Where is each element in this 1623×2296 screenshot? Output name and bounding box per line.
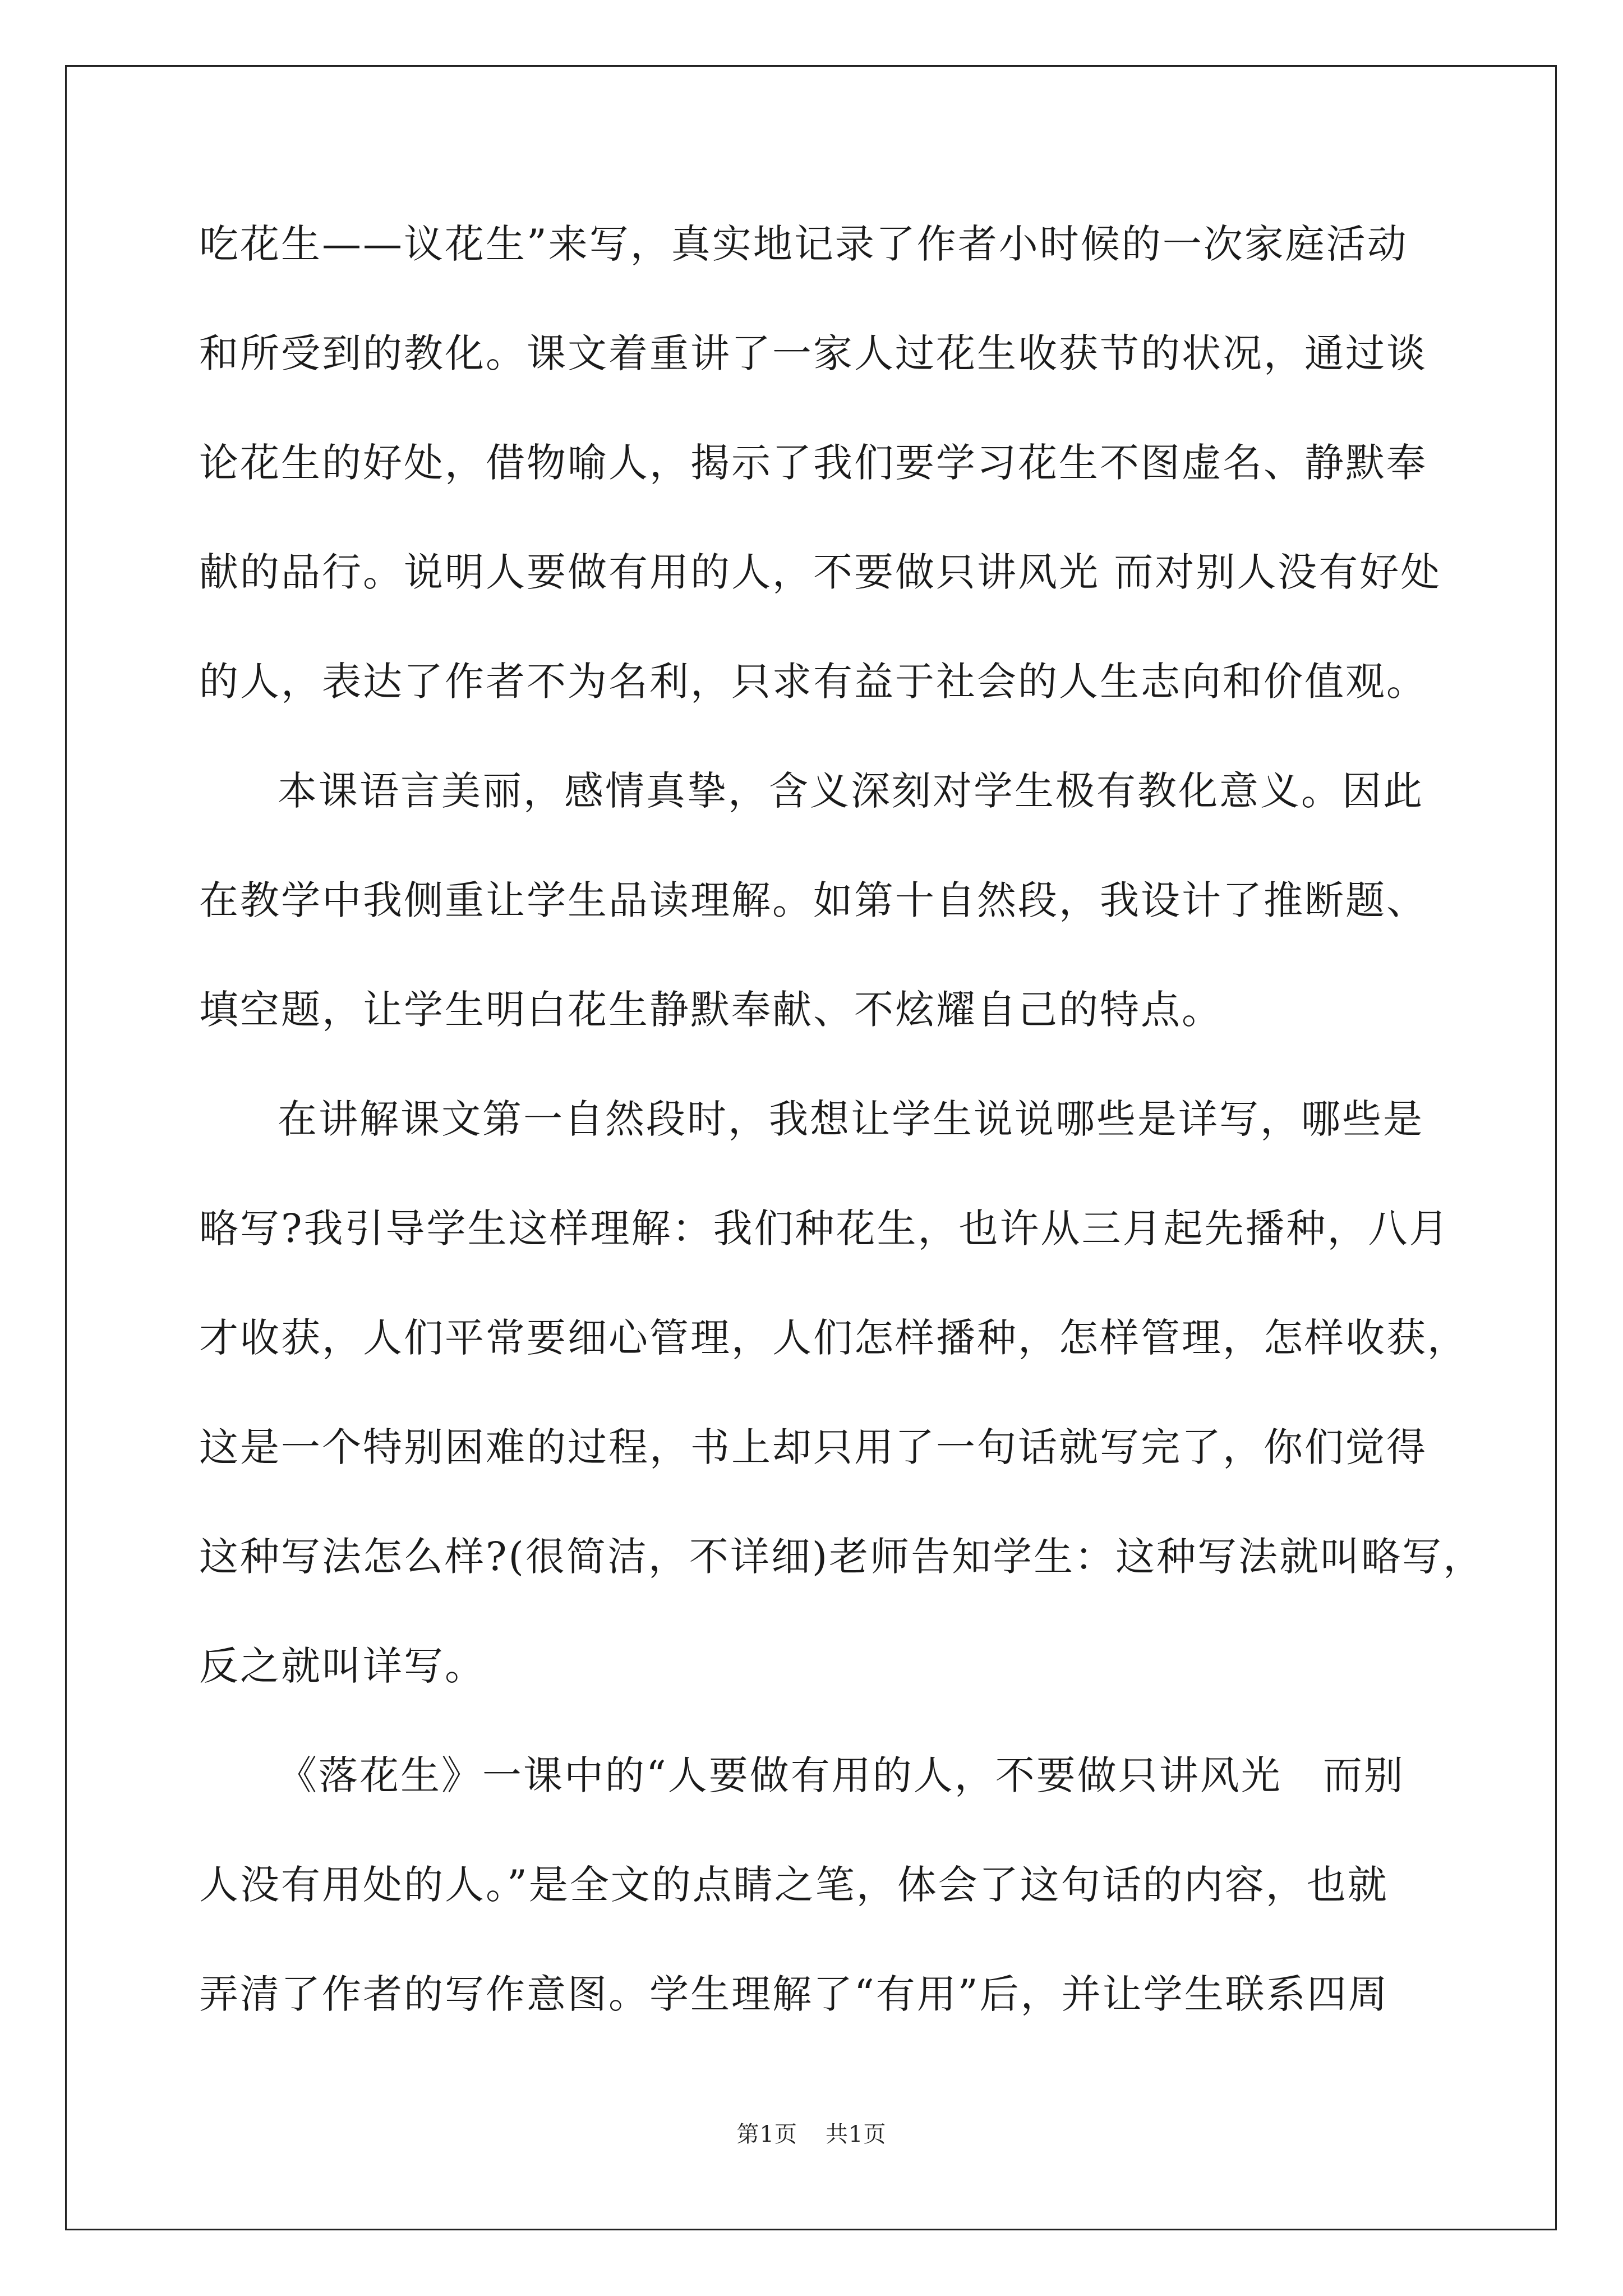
page-number: 第1页 (736, 2122, 797, 2147)
text-line: 这是一个特别困难的过程，书上却只用了一句话就写完了，你们觉得 (199, 1424, 1427, 1470)
page-total: 共1页 (826, 2122, 887, 2147)
text-line: 才收获，人们平常要细心管理，人们怎样播种，怎样管理，怎样收获， (199, 1315, 1468, 1361)
text-line: 论花生的好处，借物喻人，揭示了我们要学习花生不图虚名、静默奉 (199, 440, 1427, 486)
paragraph-start-line: 本课语言美丽，感情真挚，含义深刻对学生极有教化意义。因此 (278, 768, 1424, 814)
text-line: 弄清了作者的写作意图。学生理解了“有用”后，并让学生联系四周 (199, 1971, 1389, 2017)
text-line: 填空题，让学生明白花生静默奉献、不炫耀自己的特点。 (199, 987, 1223, 1033)
text-line: 在教学中我侧重让学生品读理解。如第十自然段，我设计了推断题、 (199, 877, 1427, 923)
text-line: 人没有用处的人。”是全文的点睛之笔，体会了这句话的内容，也就 (199, 1862, 1389, 1908)
text-line: 和所受到的教化。课文着重讲了一家人过花生收获节的状况，通过谈 (199, 330, 1427, 376)
text-line: 这种写法怎么样?(很简洁，不详细)老师告知学生：这种写法就叫略写， (199, 1534, 1484, 1580)
text-line: 略写?我引导学生这样理解：我们种花生，也许从三月起先播种，八月 (199, 1205, 1450, 1251)
text-line: 吃花生——议花生”来写，真实地记录了作者小时候的一次家庭活动 (199, 221, 1408, 267)
text-line: 的人，表达了作者不为名利，只求有益于社会的人生志向和价值观。 (199, 659, 1427, 705)
paragraph-start-line: 《落花生》一课中的“人要做有用的人，不要做只讲风光 而别 (278, 1752, 1405, 1798)
page-footer (0, 2120, 1623, 2148)
paragraph-start-line: 在讲解课文第一自然段时，我想让学生说说哪些是详写，哪些是 (278, 1096, 1424, 1142)
text-line: 献的品行。说明人要做有用的人，不要做只讲风光 而对别人没有好处 (199, 549, 1442, 595)
text-line: 反之就叫详写。 (199, 1643, 486, 1689)
